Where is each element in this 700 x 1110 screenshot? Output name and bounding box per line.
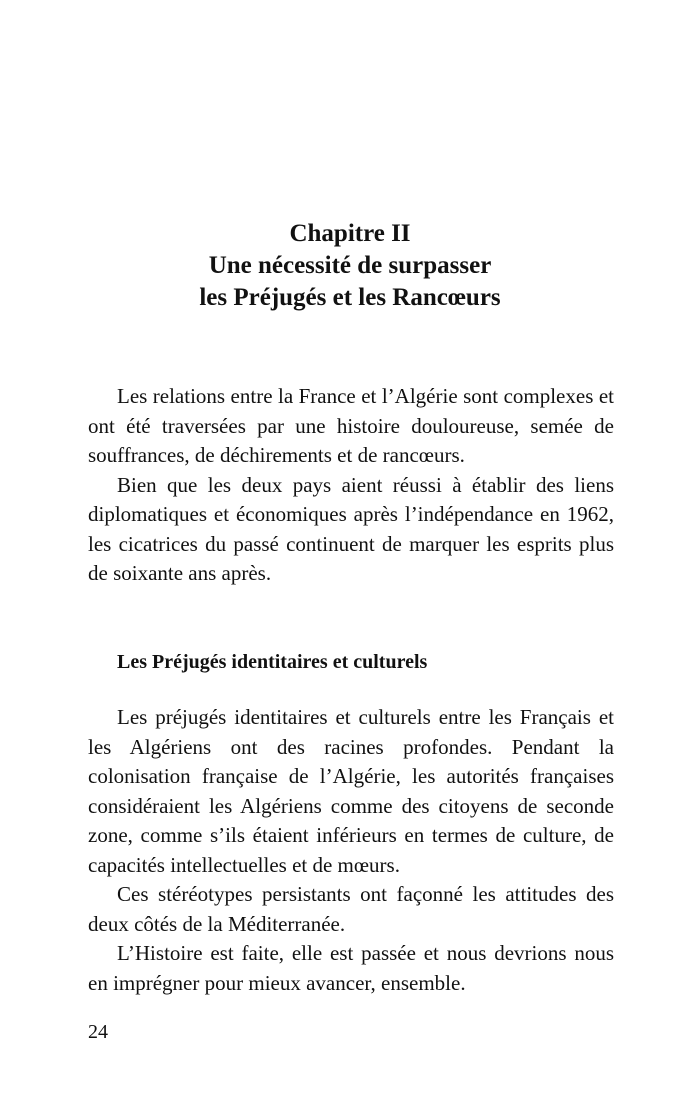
paragraph: Les préjugés identitaires et culturels entre les Français et les Algériens ont des racines profondes. Pendant la colonisation française de l’Algérie, les autorités françaises considéraient les Algériens comme des citoyens de seconde zone, comme s’ils étaient inférieurs en termes de culture, de capacités intellectuelles et de mœurs. xyxy=(88,705,614,877)
section-heading: Les Préjugés identitaires et culturels xyxy=(117,651,428,673)
paragraph: L’Histoire est faite, elle est passée et nous devrions nous en imprégner pour mieux avancer, ensemble. xyxy=(88,941,614,995)
page-number: 24 xyxy=(88,1021,108,1043)
paragraph: Ces stéréotypes persistants ont façonné les attitudes des deux côtés de la Méditerranée. xyxy=(88,882,614,936)
section-body xyxy=(88,703,614,998)
chapter-title xyxy=(0,218,700,314)
chapter-subtitle-line-1: Une nécessité de surpasser xyxy=(208,252,492,279)
paragraph: Les relations entre la France et l’Algérie sont complexes et ont été traversées par une histoire douloureuse, semée de souffrances, de déchirements et de rancœurs. xyxy=(88,384,614,467)
paragraph: Bien que les deux pays aient réussi à établir des liens diplomatiques et économiques après l’indépendance en 1962, les cicatrices du passé continuent de marquer les esprits plus de soixante ans après. xyxy=(88,472,614,585)
intro-section xyxy=(88,382,614,589)
chapter-number: Chapitre II xyxy=(289,220,411,247)
chapter-subtitle-line-2: les Préjugés et les Rancœurs xyxy=(199,284,501,311)
